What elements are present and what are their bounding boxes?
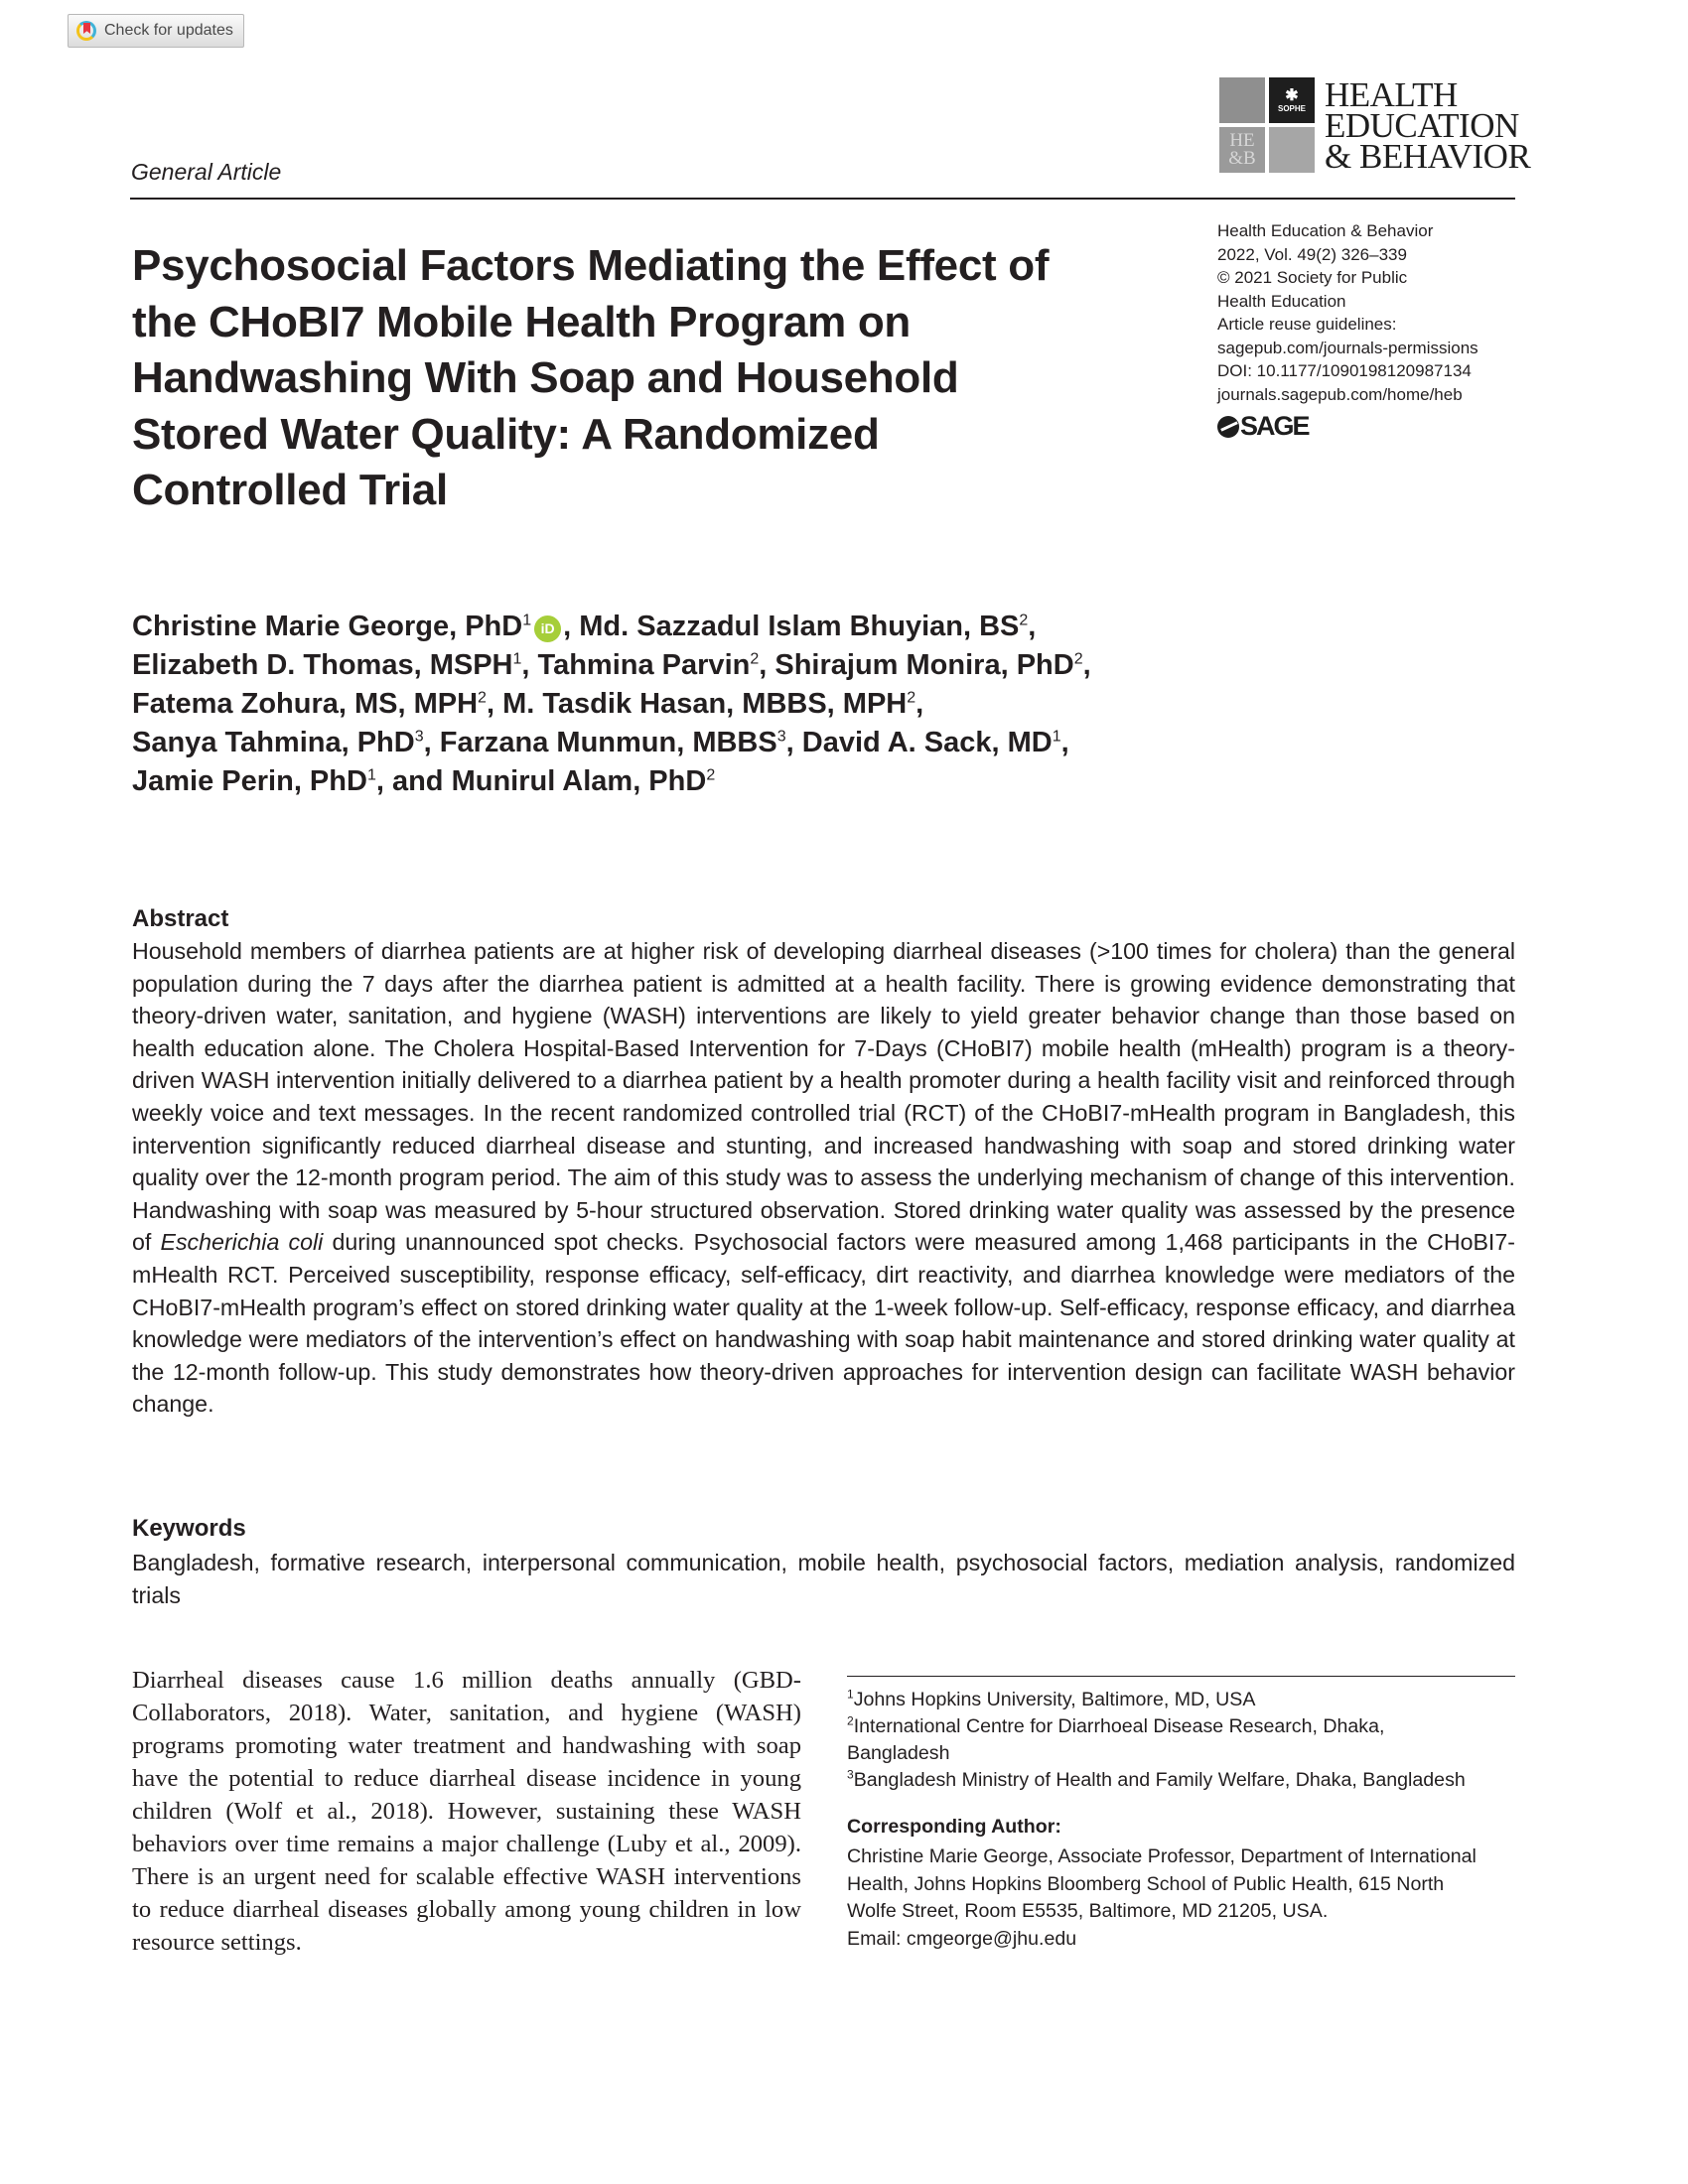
journal-logo bbox=[1219, 75, 1531, 176]
corresponding-author-line: Wolfe Street, Room E5535, Baltimore, MD 21205, USA. bbox=[847, 1900, 1329, 1922]
affiliation-marker: 1 bbox=[366, 766, 376, 784]
sage-logo bbox=[1217, 411, 1309, 442]
affiliation-marker: 2 bbox=[478, 689, 487, 707]
affiliation-item bbox=[847, 1687, 1522, 1713]
corresponding-author-details bbox=[847, 1843, 1532, 1953]
affiliation-item bbox=[847, 1713, 1482, 1767]
orcid-icon[interactable]: iD bbox=[534, 615, 561, 642]
abstract-heading: Abstract bbox=[132, 905, 229, 932]
check-for-updates-label: Check for updates bbox=[104, 22, 233, 39]
journal-citation: Health Education & Behavior bbox=[1217, 221, 1434, 240]
author-name: Sanya Tahmina, PhD bbox=[132, 727, 415, 758]
affiliation-item bbox=[847, 1767, 1522, 1794]
author-name: Jamie Perin, PhD bbox=[132, 765, 367, 797]
author-list: Christine Marie George, PhD$^1$ iD , Md. Sazzadul Islam Bhuyian, $BS^2$, Elizabeth D. Thomas, MSPH$^1$, Tahmina Parvin$^2$, Shirajum Monira, PhD$^2$, Fatema Zohura, MS, MPH$^2$, M. Tasdik Hasan, MBBS, MPH$^2$, Sanya Tahmina, PhD$^3$, Farzana Munmun, MBBS$^3$, David A. Sack, $MD^1$, Jamie Perin, PhD$^1$, and Munirul Alam, PhD$^2$ bbox=[132, 611, 1091, 797]
affiliation-marker: 2 bbox=[706, 766, 716, 784]
author-name: Shirajum Monira, PhD bbox=[774, 649, 1074, 681]
affiliation-marker: 3 bbox=[414, 728, 424, 746]
author-name: Christine Marie George, PhD bbox=[132, 611, 523, 642]
email-label: Email: bbox=[847, 1927, 907, 1950]
article-type-label: General Article bbox=[131, 159, 282, 185]
corresponding-author-heading: Corresponding Author: bbox=[847, 1816, 1061, 1838]
affiliation-text: Johns Hopkins University, Baltimore, MD, USA bbox=[853, 1689, 1256, 1710]
affiliation-marker: 3 bbox=[776, 728, 786, 746]
sage-circle-icon bbox=[1217, 416, 1239, 438]
journal-logo-mark bbox=[1219, 77, 1315, 173]
check-for-updates-button[interactable] bbox=[68, 14, 244, 48]
affiliation-marker: 1 bbox=[522, 612, 532, 629]
author-name: Munirul Alam, PhD bbox=[451, 765, 707, 797]
affiliation-marker: 2 bbox=[1019, 612, 1029, 629]
abstract-text-part: Household members of diarrhea patients are at higher risk of developing diarrheal diseases (>100 times for cholera) than the general population during the 7 days after the diarrhea patient is admitted at a health facility. There is growing evidence demonstrating that theory-driven water, sanitation, and hygiene (WASH) interventions are likely to yield greater behavior change than those based on health education alone. The Cholera Hospital-Based Intervention for 7-Days (CHoBI7) mobile health (mHealth) program is a theory-driven WASH intervention initially delivered to a diarrhea patient by a health promoter during a health facility visit and reinforced through weekly voice and text messages. In the recent randomized controlled trial (RCT) of the CHoBI7-mHealth program in Bangladesh, this intervention significantly reduced diarrheal disease and stunting, and increased handwashing with soap and stored drinking water quality over the 12-month program period. The aim of this study was to assess the underlying mechanism of change of this intervention. Handwashing with soap was measured by 5-hour structured observation. Stored drinking water quality was assessed by the presence of bbox=[132, 938, 1515, 1256]
journal-home-link[interactable]: journals.sagepub.com/home/heb bbox=[1217, 384, 1463, 404]
sophe-logo-tile bbox=[1269, 77, 1315, 123]
affiliation-marker: 2 bbox=[1073, 650, 1083, 668]
body-intro-paragraph: Diarrheal diseases cause 1.6 million deaths annually (GBD-Collaborators, 2018). Water, sanitation, and hygiene (WASH) programs promoting water treatment and handwashing with soap have the potential to reduce diarrheal disease incidence in young children (Wolf et al., 2018). However, sustaining these WASH behaviors over time remains a major challenge (Luby et al., 2009). There is an urgent need for scalable effective WASH interventions to reduce diarrheal diseases globally among young children in low resource settings. bbox=[132, 1667, 801, 1956]
heb-monogram: HE &B bbox=[1228, 130, 1256, 169]
affiliation-marker: 1 bbox=[1052, 728, 1061, 746]
abstract-text bbox=[132, 935, 1515, 1421]
author-name: Tahmina Parvin bbox=[537, 649, 751, 681]
journal-name-line: & BEHAVIOR bbox=[1325, 137, 1531, 176]
copyright: © 2021 Society for Public bbox=[1217, 268, 1408, 287]
corresponding-author-email-line bbox=[847, 1926, 1532, 1954]
corresponding-author-line: Christine Marie George, Associate Professor, Department of International bbox=[847, 1845, 1477, 1867]
journal-name-line: HEALTH bbox=[1325, 75, 1458, 114]
species-name: Escherichia coli bbox=[160, 1229, 324, 1256]
author-name: Md. Sazzadul Islam Bhuyian, BS bbox=[579, 611, 1020, 642]
publication-meta bbox=[1217, 219, 1478, 406]
permissions-link[interactable]: sagepub.com/journals-permissions bbox=[1217, 338, 1478, 357]
volume-issue-pages: 2022, Vol. 49(2) 326–339 bbox=[1217, 244, 1407, 264]
doi-link[interactable]: DOI: 10.1177/1090198120987134 bbox=[1217, 361, 1472, 380]
author-name: Fatema Zohura, MS, MPH bbox=[132, 688, 479, 720]
affiliation-number: 2 bbox=[847, 1713, 854, 1728]
author-name: Elizabeth D. Thomas, MSPH bbox=[132, 649, 513, 681]
header-divider bbox=[130, 198, 1515, 200]
affiliation-marker: 2 bbox=[907, 689, 916, 707]
reuse-label: Article reuse guidelines: bbox=[1217, 315, 1397, 334]
logo-tile bbox=[1269, 127, 1315, 173]
email-link[interactable]: cmgeorge@jhu.edu bbox=[906, 1927, 1077, 1950]
sage-wordmark: SAGE bbox=[1240, 411, 1309, 441]
affiliation-number: 1 bbox=[847, 1687, 854, 1702]
journal-name bbox=[1325, 75, 1531, 176]
authors-conjunction: and bbox=[391, 765, 444, 797]
sophe-label: SOPHE bbox=[1277, 103, 1306, 113]
author-name: David A. Sack, MD bbox=[801, 727, 1053, 758]
logo-tile bbox=[1219, 77, 1265, 123]
sophe-star-icon: ✱ bbox=[1285, 86, 1299, 104]
author-name: Farzana Munmun, MBBS bbox=[439, 727, 777, 758]
affiliation-text: Bangladesh Ministry of Health and Family Welfare, Dhaka, Bangladesh bbox=[853, 1769, 1466, 1791]
crossmark-icon bbox=[76, 21, 96, 41]
affiliation-number: 3 bbox=[847, 1767, 854, 1782]
affiliations bbox=[847, 1687, 1522, 1794]
article-title: Psychosocial Factors Mediating the Effect of the CHoBI7 Mobile Health Program on Handwashing With Soap and Household Stored Water Quality: A Randomized Controlled Trial bbox=[132, 241, 1050, 514]
heb-monogram-tile bbox=[1219, 127, 1265, 173]
journal-name-line: EDUCATION bbox=[1325, 106, 1519, 145]
copyright-holder: Health Education bbox=[1217, 291, 1346, 311]
affiliations-divider bbox=[847, 1676, 1515, 1677]
affiliation-marker: 1 bbox=[512, 650, 522, 668]
author-name: M. Tasdik Hasan, MBBS, MPH bbox=[502, 688, 908, 720]
affiliation-text: International Centre for Diarrhoeal Disease Research, Dhaka, Bangladesh bbox=[847, 1715, 1385, 1764]
corresponding-author-line: Health, Johns Hopkins Bloomberg School of Public Health, 615 North bbox=[847, 1872, 1445, 1895]
affiliation-marker: 2 bbox=[750, 650, 760, 668]
keywords-text: Bangladesh, formative research, interpersonal communication, mobile health, psychosocial factors, mediation analysis, randomized trials bbox=[132, 1550, 1515, 1608]
abstract-text-part: during unannounced spot checks. Psychosocial factors were measured among 1,468 participants in the CHoBI7-mHealth RCT. Perceived susceptibility, response efficacy, self-efficacy, dirt reactivity, and diarrhea knowledge were mediators of the CHoBI7-mHealth program’s effect on stored drinking water quality at the 1-week follow-up. Self-efficacy, response efficacy, and diarrhea knowledge were mediators of the intervention’s effect on handwashing with soap habit maintenance and stored drinking water quality at the 12-month follow-up. This study demonstrates how theory-driven approaches for intervention design can facilitate WASH behavior change. bbox=[132, 1229, 1515, 1418]
keywords-heading: Keywords bbox=[132, 1515, 246, 1542]
